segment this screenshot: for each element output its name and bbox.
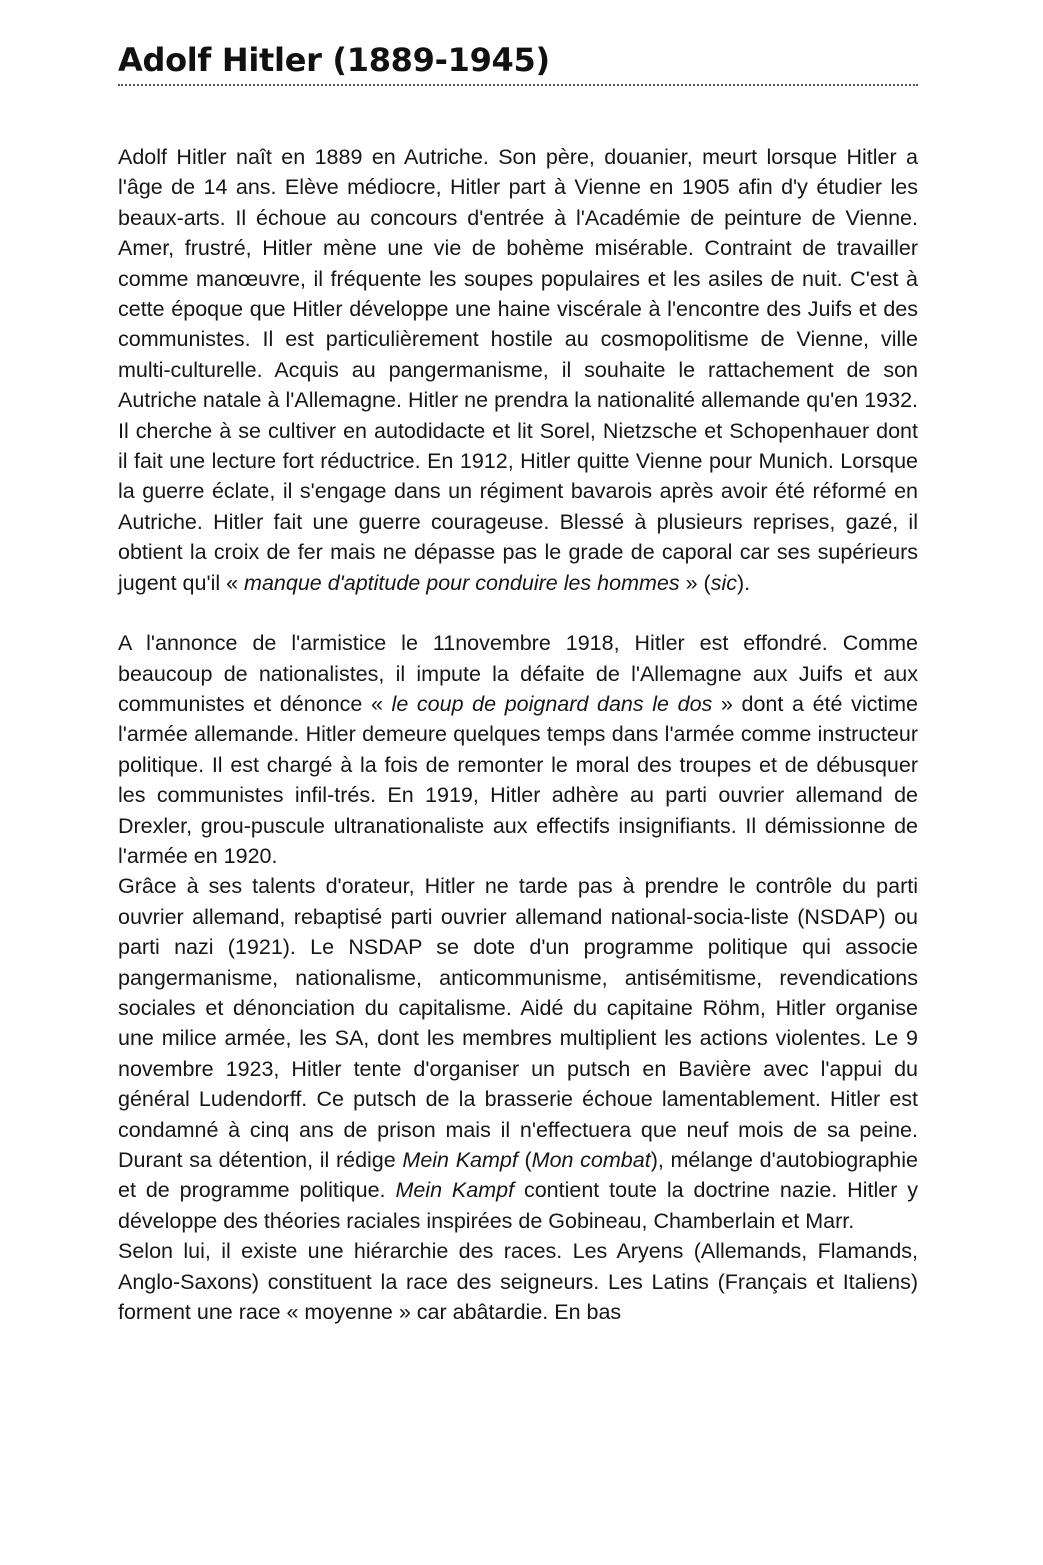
paragraph-3 (118, 871, 918, 1236)
paragraph-4 (118, 1236, 918, 1327)
paragraph-4-text: Selon lui, il existe une hiérarchie des races. Les Aryens (Allemands, Flamands, Anglo-Saxons) constituent la race des seigneurs. Les Latins (Français et Italiens) forment une race « moyenne » car abâtardie. En bas (118, 1239, 918, 1325)
paragraph-2-text-2: » dont a été victime l'armée allemande. Hitler demeure quelques temps dans l'armée comme instructeur politique. Il est chargé à la fois de remonter le moral des troupes et de débusquer les communistes infil-trés. En 1919, Hitler adhère au parti ouvrier allemand de Drexler, grou-puscule ultranationaliste aux effectifs insignifiants. Il démissionne de l'armée en 1920. (118, 691, 918, 868)
paragraph-3-text-2: ( (517, 1148, 532, 1172)
paragraph-2-text: A l'annonce de l'armistice le 11novembre 1918, Hitler est effondré. Comme beaucoup de nationalistes, il impute la défaite de l'Allemagne aux Juifs et aux communistes et dénonce « (118, 631, 918, 716)
paragraph-1-sic: sic (710, 570, 737, 595)
paragraph-1 (118, 142, 918, 598)
document-page (118, 40, 918, 1327)
paragraph-1-quote: manque d'aptitude pour conduire les hommes (244, 570, 680, 595)
paragraph-2-quote: le coup de poignard dans le dos (391, 691, 713, 716)
paragraph-2 (118, 628, 918, 871)
page-title: Adolf Hitler (1889-1945) (118, 41, 550, 79)
title-row (118, 40, 918, 92)
paragraph-3-book-translation: Mon combat (531, 1148, 651, 1172)
paragraph-1-text: Adolf Hitler naît en 1889 en Autriche. Son père, douanier, meurt lorsque Hitler a l'âge de 14 ans. Elève médiocre, Hitler part à Vienne en 1905 afin d'y étudier les beaux-arts. Il échoue au concours d'entrée à l'Académie de peinture de Vienne. Amer, frustré, Hitler mène une vie de bohème misérable. Contraint de travailler comme manœuvre, il fréquente les soupes populaires et les asiles de nuit. C'est à cette époque que Hitler développe une haine viscérale à l'encontre des Juifs et des communistes. Il est particulièrement hostile au cosmopolitisme de Vienne, ville multi-culturelle. Acquis au pangermanisme, il souhaite le rattachement de son Autriche natale à l'Allemagne. Hitler ne prendra la nationalité allemande qu'en 1932. Il cherche à se cultiver en autodidacte et lit Sorel, Nietzsche et Schopenhauer dont il fait une lecture fort réductrice. En 1912, Hitler quitte Vienne pour Munich. Lorsque la guerre éclate, il s'engage dans un régiment bavarois après avoir été réformé en Autriche. Hitler fait une guerre courageuse. Blessé à plusieurs reprises, gazé, il obtient la croix de fer mais ne dépasse pas le grade de caporal car ses supérieurs jugent qu'il « (118, 145, 918, 595)
paragraph-3-text-3: ), mélange d'autobiographie et de programme politique. (118, 1148, 918, 1203)
title-dotted-rule (118, 84, 918, 86)
paragraph-1-text-3: ). (736, 570, 751, 595)
paragraph-3-text: Grâce à ses talents d'orateur, Hitler ne tarde pas à prendre le contrôle du parti ouvrier allemand, rebaptisé parti ouvrier allemand national-socia-liste (NSDAP) ou parti nazi (1921). Le NSDAP se dote d'un programme politique qui associe pangermanisme, nationalisme, anticommunisme, antisémitisme, revendications sociales et dénonciation du capitalisme. Aidé du capitaine Röhm, Hitler organise une milice armée, les SA, dont les membres multiplient les actions violentes. Le 9 novembre 1923, Hitler tente d'organiser un putsch en Bavière avec l'appui du général Ludendorff. Ce putsch de la brasserie échoue lamentablement. Hitler est condamné à cinq ans de prison mais il n'effectuera que neuf mois de sa peine. Durant sa détention, il rédige (118, 874, 918, 1172)
article-body (118, 142, 918, 1327)
paragraph-3-book-title-2: Mein Kampf (395, 1178, 515, 1203)
paragraph-3-book-title: Mein Kampf (402, 1148, 518, 1172)
paragraph-1-text-2: » ( (679, 570, 711, 595)
paragraph-3-text-4: contient toute la doctrine nazie. Hitler y développe des théories raciales inspirées de Gobineau, Chamberlain et Marr. (118, 1178, 918, 1233)
